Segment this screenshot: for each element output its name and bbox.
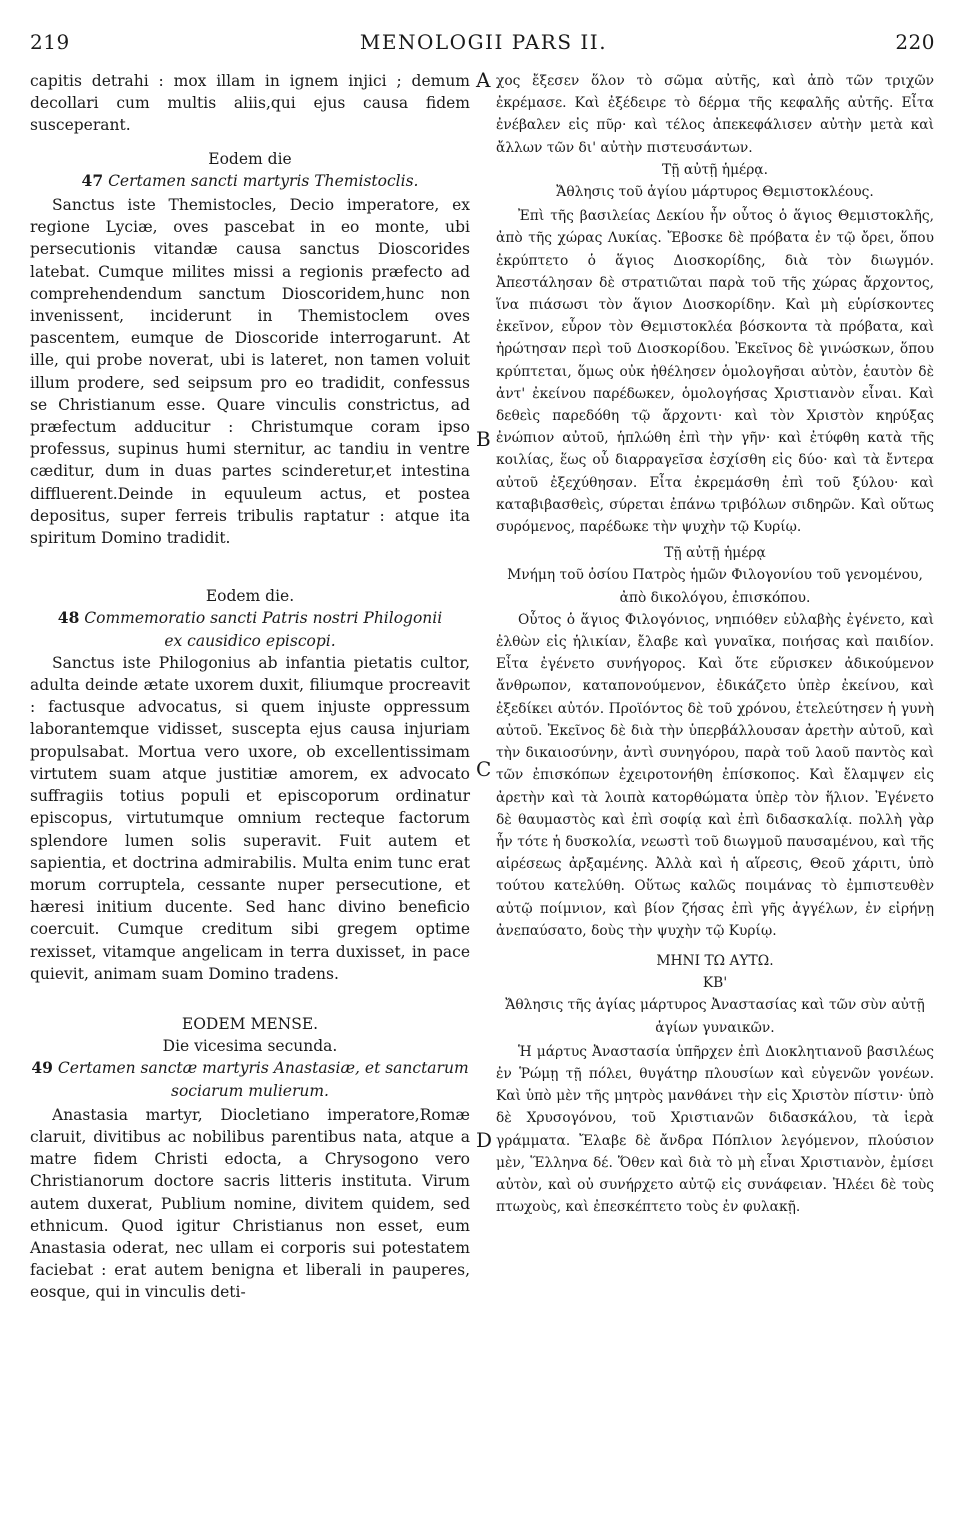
latin-48-title bbox=[30, 607, 470, 629]
margin-letter-c: C bbox=[476, 757, 492, 781]
latin-49-title-text: Certamen sanctæ martyris Anastasiæ, et sanctarum sociarum mulierum. bbox=[57, 1059, 469, 1100]
running-title: MENOLOGII PARS II. bbox=[359, 30, 608, 54]
margin-letter-b: B bbox=[476, 427, 491, 451]
latin-opening-text: capitis detrahi : mox illam in ignem injici ; demum decollari cum multis aliis,qui ejus causa fidem susceperant. bbox=[30, 72, 470, 135]
greek-49-title: Ἄθλησις τῆς ἁγίας μάρτυρος Ἀναστασίας καὶ τῶν σὺν αὐτῇ ἁγίων γυναικῶν. bbox=[505, 997, 925, 1036]
margin-letter-d: D bbox=[476, 1128, 493, 1152]
greek-47-date: Τῇ αὐτῇ ἡμέρᾳ. bbox=[661, 161, 769, 178]
latin-mense-day: Die vicesima secunda. bbox=[162, 1037, 338, 1056]
latin-47-title bbox=[30, 170, 470, 192]
greek-47-title: Ἄθλησις τοῦ ἁγίου μάρτυρος Θεμιστοκλέους. bbox=[556, 184, 874, 201]
latin-48-title-line1: Commemoratio sancti Patris nostri Philogonii bbox=[84, 609, 443, 628]
margin-letter-a: A bbox=[476, 68, 491, 92]
latin-49-text: Anastasia martyr, Diocletiano imperatore,Romæ claruit, divitibus ac nobilibus parentibus nata, atque a matre fidem Christi edocta, a Chrysogono vero Christianorum doctore sacris litteris instituta. Virum autem duxerat, Publium nomine, divitem quidem, sed ethnicum. Quod igitur Christianus non esset, eum Anastasia oderat, nec ullam ei corporis sui potestatem faciebat : erat autem benigna et liberali in pauperes, eosque, qui in vinculis deti- bbox=[30, 1105, 470, 1302]
page-number-left: 219 bbox=[30, 30, 70, 54]
latin-47-number: 47 bbox=[81, 170, 104, 190]
latin-48-number: 48 bbox=[57, 608, 80, 628]
latin-mense-heading: EODEM MENSE. bbox=[181, 1014, 319, 1033]
latin-48-title-line2: ex causidico episcopi. bbox=[164, 631, 336, 650]
latin-49-number: 49 bbox=[31, 1058, 53, 1078]
greek-49-text: Ἡ μάρτυς Ἀναστασία ὑπῆρχεν ἐπὶ Διοκλητιανοῦ βασιλέως ἐν Ῥώμῃ τῇ πόλει, θυγάτηρ πλουσίων καὶ εὐγενῶν γονέων. Καὶ ὑπὸ μὲν τῆς μητρὸς μανθάνει τὴν εἰς Χριστὸν πίστιν· ὑπὸ δὲ Χρυσογόνου, τοῦ Χριστιανῶν διδασκάλου, τὰ ἱερὰ γράμματα. Ἔλαβε δὲ ἄνδρα Πόπλιον λεγόμενον, πλούσιον μὲν, Ἕλληνα δέ. Ὅθεν καὶ διὰ τὸ μὴ εἶναι Χριστιανὸν, ἐμίσει αὐτὸν, καὶ οὐ συνήρχετο αὐτῷ εἰς συνάφειαν. Ἠλέει δὲ τοὺς πτωχοὺς, καὶ ἐπεσκέπτετο τοὺς ἐν φυλακῇ. bbox=[496, 1043, 934, 1216]
greek-mense-heading: ΜΗΝΙ ΤΩ ΑΥΤΩ. bbox=[656, 952, 774, 969]
greek-47-text: Ἐπὶ τῆς βασιλείας Δεκίου ἦν οὗτος ὁ ἅγιος Θεμιστοκλῆς, ἀπὸ τῆς χώρας Λυκίας. Ἔβοσκε δὲ πρόβατα ἐν τῷ ὄρει, ὅπου ἐκρύπτετο ὁ ἅγιος Διοσκορίδης, διὰ τὸν διωγμόν. Ἀπεστάλησαν δὲ στρατιῶται παρὰ τοῦ τῆς χώρας ἄρχοντος, ἵνα πιάσωσι τὸν ἅγιον Διοσκορίδην. Καὶ μὴ εὑρίσκοντες ἐκεῖνον, εὗρον τὸν Θεμιστοκλέα βόσκοντα τὰ πρόβατα, καὶ ἠρώτησαν περὶ τοῦ Διοσκορίδου. Ἐκεῖνος δὲ γινώσκων, ὅπου κρύπτεται, ὅμως οὐκ ἠθέλησεν ὁμολογῆσαι αὐτὸν, ἑαυτὸν δὲ ἀντ' ἐκείνου παρέδωκεν, ὁμολογήσας Χριστιανὸν εἶναι. Καὶ δεθεὶς παρεδόθη τῷ ἄρχοντι· καὶ τὸν Χριστὸν κηρύξας ἐνώπιον αὐτοῦ, ἡπλώθη ἐπὶ τὴν γῆν· καὶ ἐτύφθη κατὰ τῆς κοιλίας, ἕως οὗ διαρραγεῖσα ἐσχίσθη εἰς δύο· καὶ τὰ ἔντερα αὐτοῦ ἐξεχύθησαν. Εἶτα ἐκρεμάσθη ἐπὶ τοῦ ξύλου· καὶ καταβιβασθεὶς, σύρεται ἐπάνω τριβόλων σιδηρῶν. Καὶ οὕτως συρόμενος, παρέδωκε τὴν ψυχὴν τῷ Κυρίῳ. bbox=[496, 208, 934, 536]
latin-48-date: Eodem die. bbox=[205, 587, 295, 606]
greek-opening-text: χος ἔξεσεν ὅλον τὸ σῶμα αὐτῆς, καὶ ἀπὸ τῶν τριχῶν ἐκρέμασε. Καὶ ἐξέδειρε τὸ δέρμα τῆς κεφαλῆς αὐτῆς. Εἶτα ἐνέβαλεν εἰς πῦρ· καὶ τέλος ἀπεκεφάλισεν αὐτὴν μετὰ καὶ ἄλλων τῶν δι' αὐτὴν πιστευσάντων. bbox=[496, 73, 934, 156]
latin-49-title bbox=[30, 1057, 470, 1101]
greek-48-date: Τῇ αὐτῇ ἡμέρᾳ bbox=[664, 545, 766, 562]
greek-mense-day: ΚΒ' bbox=[702, 975, 728, 992]
greek-48-title: Μνήμη τοῦ ὁσίου Πατρὸς ἡμῶν Φιλογονίου τοῦ γενομένου, ἀπὸ δικολόγου, ἐπισκόπου. bbox=[507, 567, 923, 606]
latin-column bbox=[30, 70, 470, 1304]
latin-47-date: Eodem die bbox=[208, 149, 292, 168]
latin-47-title-text: Certamen sancti martyris Themistoclis. bbox=[108, 171, 419, 190]
page-number-right: 220 bbox=[895, 30, 935, 54]
greek-48-text: Οὗτος ὁ ἅγιος Φιλογόνιος, νηπιόθεν εὐλαβὴς ἐγένετο, καὶ ἐλθὼν εἰς ἡλικίαν, ἔλαβε καὶ γυναῖκα, ποιήσας καὶ παιδίον. Εἶτα ἐγένετο συνήγορος. Καὶ ὅτε εὕρισκεν ἀδικούμενον ἄνθρωπον, καταπονούμενον, ἐδικάζετο ὑπὲρ ἐκείνου, καὶ ἐξεδίκει αὐτόν. Προϊόντος δὲ τοῦ χρόνου, ἐτελεύτησεν ἡ γυνὴ αὐτοῦ. Ἐκεῖνος δὲ διὰ τὴν ὑπερβάλλουσαν ἀρετὴν αὐτοῦ, καὶ τὴν δικαιοσύνην, ἀντὶ συνηγόρου, παρὰ τοῦ λαοῦ παντὸς καὶ τῶν ἐπισκόπων ἐχειροτονήθη ἐπίσκοπος. Καὶ ἔλαμψεν εἰς ἀρετὴν καὶ τὰ λοιπὰ κατορθώματα ὑπὲρ τὸν ἥλιον. Ἐγένετο δὲ θαυμαστὸς καὶ ἐπὶ σοφίᾳ καὶ ἐπὶ διδασκαλίᾳ. πολλὴ γὰρ ἦν τότε ἡ δυσκολία, νεωστὶ τοῦ διωγμοῦ παυσαμένου, καὶ τῆς αἱρέσεως ἀρξαμένης. Ἀλλὰ καὶ ἡ αἵρεσις, Θεοῦ χάριτι, ὑπὸ τούτου κατελύθη. Οὕτως καλῶς ποιμάνας τὸ ἐμπιστευθὲν αὐτῷ ποίμνιον, καὶ βίον ζήσας ἐπὶ γῆς ἀγγέλων, ἐν εἰρήνῃ ἀνεπαύσατο, δοὺς τὴν ψυχὴν τῷ Κυρίῳ. bbox=[496, 611, 934, 939]
latin-47-text: Sanctus iste Themistocles, Decio imperatore, ex regione Lyciæ, oves pascebat in eo monte, ubi persecutionis vitandæ causa sanctus Dioscorides latebat. Cumque milites missi a regionis præfecto ad comprehendendum sanctum Dioscoridem,hunc non invenissent, inciderunt in Themistoclem oves pascentem, eumque de Dioscoride interrogarunt. At ille, qui probe noverat, ubi is lateret, non tamen voluit illum prodere, sed seipsum pro eo tradidit, confessus se Christianum esse. Quare vinculis constrictus, ad præfectum adducitur : Christumque coram ipso professus, supinus humi sternitur, ac tandiu in ventre cæditur, dum in duas partes scinderetur,et intestina diffluerent.Deinde in equuleum actus, et postea depositus, super ferreis tribulis raptatur : atque ita spiritum Domino tradidit. bbox=[30, 196, 470, 548]
latin-48-text: Sanctus iste Philogonius ab infantia pietatis cultor, adulta deinde ætate uxorem duxit, filiumque procreavit : factusque advocatus, si quem injuste oppressum laborantemque vidisset, suscepta ejus causa injuriam propulsabat. Mortua vero uxore, ob excellentissimam virtutem suam atque justitiæ amorem, ex advocato suffragiis totius populi et episcoporum ordinatur episcopus, virtutumque omnium recteque factorum splendore lumen solis superavit. Fuit autem et sapientia, et doctrina admirabilis. Multa enim tunc erat morum corruptela, cessante nuper persecutione, et hæresi initium ducente. Sed hanc divino beneficio coercuit. Cumque creditum sibi gregem optime rexisset, vitamque angelicam in terra duxisset, in pace quievit, animam suam Domino tradens. bbox=[30, 653, 470, 983]
greek-column bbox=[496, 70, 934, 1218]
